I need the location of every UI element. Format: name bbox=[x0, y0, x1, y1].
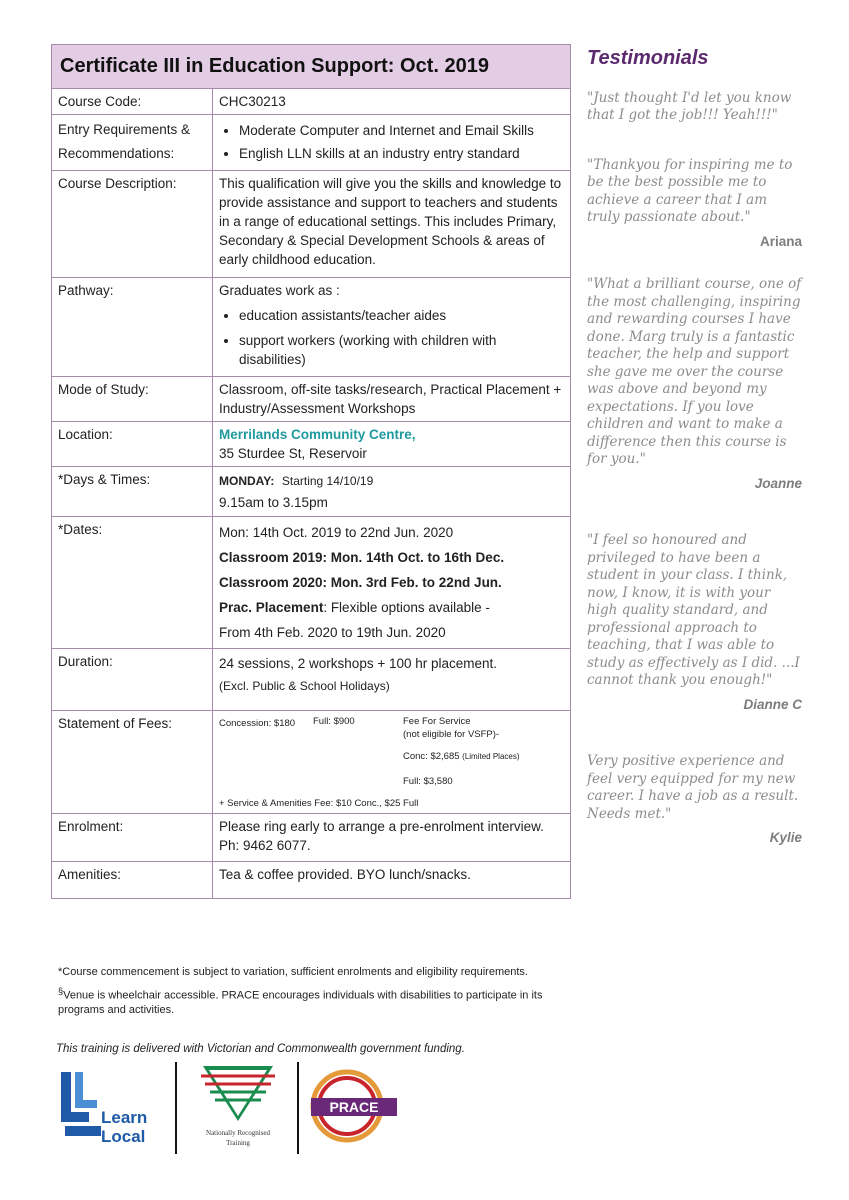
enrolment-label: Enrolment: bbox=[52, 814, 213, 862]
fees-concession: Concession: $180 bbox=[219, 718, 296, 729]
days-start: Starting 14/10/19 bbox=[281, 474, 374, 488]
logo-strip bbox=[55, 1060, 415, 1160]
testimonial-author: Ariana bbox=[759, 233, 802, 249]
testimonial-quote: "Thankyou for inspiring me to be the best possible me to achieve a career that I am truly passionate about." bbox=[587, 156, 793, 225]
fees-label: Statement of Fees: bbox=[52, 711, 213, 814]
location-label: Location: bbox=[52, 422, 213, 467]
nrt-line2: Training bbox=[226, 1139, 250, 1147]
duration-main: 24 sessions, 2 workshops + 100 hr placement. bbox=[219, 656, 498, 671]
entry-item: • English LLN skills at an industry entry standard bbox=[239, 144, 564, 163]
fees bbox=[213, 711, 571, 814]
learn-local-logo bbox=[55, 1066, 165, 1156]
dates-classroom-2020: Classroom 2020: Mon. 3rd Feb. to 22nd Jun. bbox=[219, 575, 502, 590]
pathway bbox=[213, 278, 571, 377]
course-code: CHC30213 bbox=[213, 89, 571, 115]
fees-service: + Service & Amenities Fee: $10 Conc., $25 Full bbox=[219, 798, 419, 809]
pathway-item: • education assistants/teacher aides bbox=[239, 306, 564, 325]
course-code-label: Course Code: bbox=[52, 89, 213, 115]
amenities-label: Amenities: bbox=[52, 862, 213, 899]
days-time: 9.15am to 3.15pm bbox=[219, 495, 328, 510]
mode-of-study-label: Mode of Study: bbox=[52, 377, 213, 422]
footnotes bbox=[58, 965, 563, 1021]
fees-conc: Conc: $2,685 bbox=[403, 751, 460, 762]
location-name: Merrilands Community Centre, bbox=[219, 427, 416, 442]
testimonial-author: Dianne C bbox=[743, 696, 802, 712]
duration-label: Duration: bbox=[52, 649, 213, 711]
duration-note: (Excl. Public & School Holidays) bbox=[219, 679, 390, 693]
testimonial-author: Kylie bbox=[769, 830, 802, 845]
fees-full2: Full: $3,580 bbox=[403, 776, 453, 787]
days-times bbox=[213, 467, 571, 517]
amenities: Tea & coffee provided. BYO lunch/snacks. bbox=[213, 862, 571, 899]
funding-statement: This training is delivered with Victorian and Commonwealth government funding. bbox=[56, 1043, 465, 1055]
days-day: MONDAY: bbox=[219, 474, 275, 488]
dates-label: *Dates: bbox=[52, 517, 213, 649]
logo-divider bbox=[175, 1062, 177, 1154]
course-description: This qualification will give you the skills and knowledge to provide assistance and support to teachers and students in a range of educational settings. This includes Primary, Secondary & Special Development Schools & areas of early childhood education. bbox=[213, 171, 571, 278]
entry-requirements-label: Entry Requirements & Recommendations: bbox=[52, 115, 213, 171]
days-times-label: *Days & Times: bbox=[52, 467, 213, 517]
dates-main: Mon: 14th Oct. 2019 to 22nd Jun. 2020 bbox=[219, 525, 454, 540]
dates-prac-label: Prac. Placement bbox=[219, 600, 324, 615]
testimonial-author: Joanne bbox=[754, 475, 802, 491]
duration bbox=[213, 649, 571, 711]
dates-classroom-2019: Classroom 2019: Mon. 14th Oct. to 16th Dec. bbox=[219, 550, 505, 565]
mode-of-study: Classroom, off-site tasks/research, Practical Placement + Industry/Assessment Workshops bbox=[213, 377, 571, 422]
testimonial-quote: "Just thought I'd let you know that I got the job!!! Yeah!!!" bbox=[587, 89, 792, 123]
fees-ffs: Fee For Service bbox=[403, 716, 471, 727]
pathway-label: Pathway: bbox=[52, 278, 213, 377]
entry-item: • Moderate Computer and Internet and Email Skills bbox=[239, 121, 564, 140]
testimonial-quote: "I feel so honoured and privileged to have been a student in your class. I think, now, I know, it is with your high quality standard, and professional approach to teaching, that I was able to study as effectively as I did. ...I cannot thank you enough!" bbox=[587, 532, 800, 688]
footnote-commencement: *Course commencement is subject to variation, sufficient enrolments and eligibility requirements. bbox=[58, 966, 528, 978]
course-title: Certificate III in Education Support: Oct. 2019 bbox=[52, 45, 571, 89]
testimonial-quote: Very positive experience and feel very equipped for my new career. I have a job as a result. Needs met." bbox=[587, 753, 799, 822]
fees-ffs-note: (not eligible for VSFP)- bbox=[403, 729, 500, 740]
entry-requirements bbox=[213, 115, 571, 171]
dates-prac-range: From 4th Feb. 2020 to 19th Jun. 2020 bbox=[219, 625, 446, 640]
learn-local-line1: Learn bbox=[101, 1108, 148, 1127]
logo-divider bbox=[297, 1062, 299, 1154]
location bbox=[213, 422, 571, 467]
pathway-item: • support workers (working with children with disabilities) bbox=[239, 331, 564, 369]
prace-text: PRACE bbox=[329, 1099, 379, 1115]
testimonials-heading: Testimonials bbox=[587, 47, 709, 69]
nrt-line1: Nationally Recognised bbox=[206, 1129, 270, 1137]
prace-logo bbox=[307, 1064, 407, 1154]
pathway-intro: Graduates work as : bbox=[219, 283, 340, 298]
course-description-label: Course Description: bbox=[52, 171, 213, 278]
fees-full: Full: $900 bbox=[313, 716, 355, 727]
dates-prac: : Flexible options available - bbox=[323, 600, 490, 615]
nrt-logo bbox=[183, 1062, 293, 1152]
fees-limited: (Limited Places) bbox=[462, 752, 520, 761]
testimonials bbox=[587, 44, 802, 847]
testimonial-quote: "What a brilliant course, one of the most challenging, inspiring and rewarding courses I have done. Marg truly is a fantastic teacher, the help and support she gave me over the course was above and beyond my expectations. If you love children and want to make a difference then this course is for you." bbox=[587, 276, 802, 467]
footnote-venue: §Venue is wheelchair accessible. PRACE encourages individuals with disabilities to participate in its programs and activities. bbox=[58, 985, 543, 1016]
learn-local-line2: Local bbox=[101, 1127, 146, 1146]
enrolment: Please ring early to arrange a pre-enrolment interview. Ph: 9462 6077. bbox=[213, 814, 571, 862]
course-table bbox=[51, 44, 571, 899]
dates bbox=[213, 517, 571, 649]
location-address: 35 Sturdee St, Reservoir bbox=[219, 446, 367, 461]
